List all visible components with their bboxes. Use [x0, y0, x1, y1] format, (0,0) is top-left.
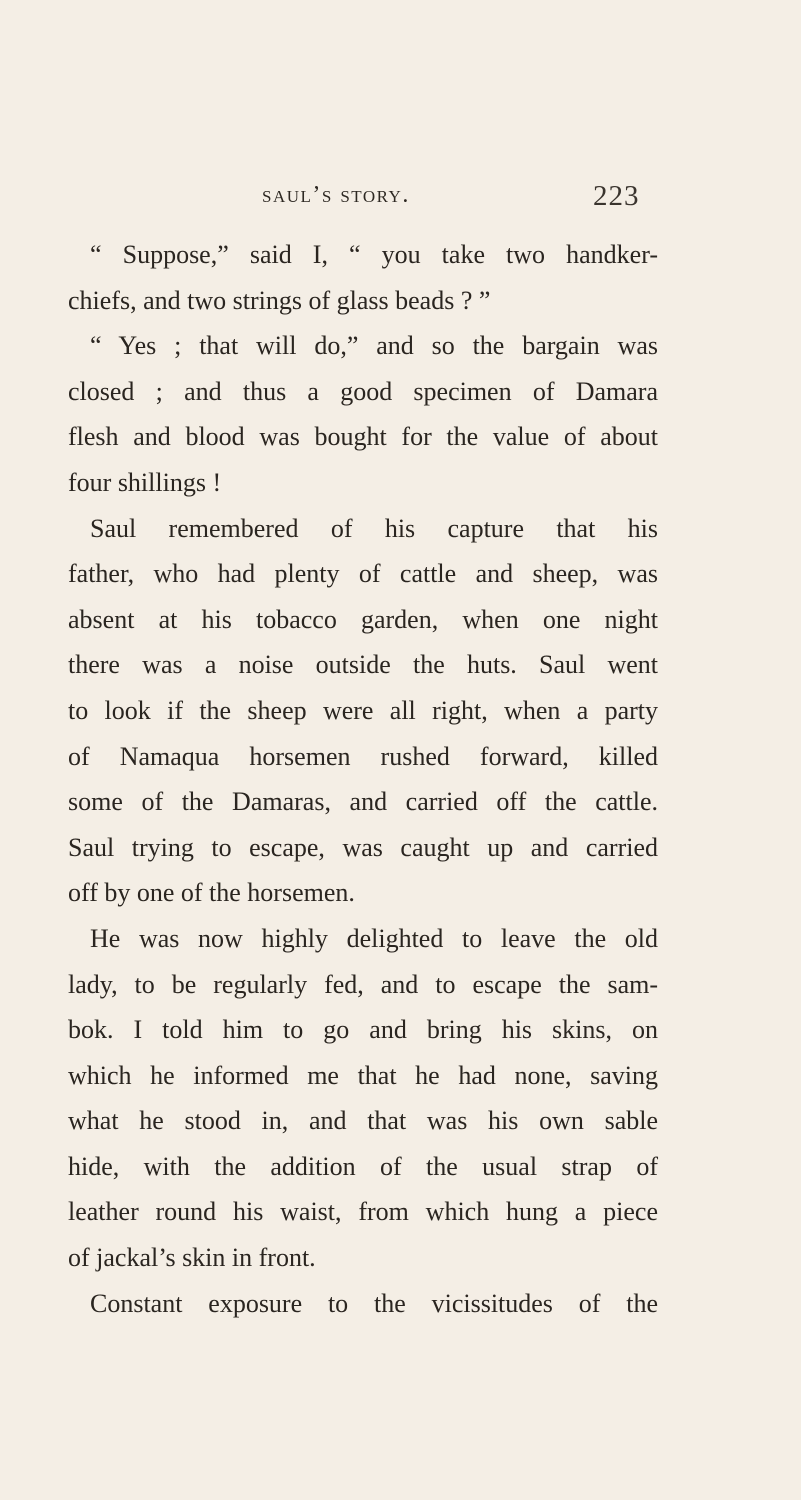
text-line: of jackal’s skin in front. — [68, 1243, 316, 1273]
text-line: flesh and blood was bought for the value of about — [68, 422, 658, 452]
text-line: Saul trying to escape, was caught up and carried — [68, 832, 658, 862]
text-line: “ Yes ; that will do,” and so the bargain was — [90, 331, 658, 361]
text-line: what he stood in, and that was his own sable — [68, 1106, 658, 1136]
text-line: to look if the sheep were all right, when a party — [68, 695, 658, 725]
page-number: 223 — [593, 180, 640, 212]
running-title: saul’s story. — [262, 182, 410, 208]
running-head — [0, 182, 801, 222]
text-line: bok. I told him to go and bring his skins, on — [68, 1015, 658, 1045]
text-line: off by one of the horsemen. — [68, 878, 355, 908]
text-line: Saul remembered of his capture that his — [90, 513, 658, 543]
text-line: of Namaqua horsemen rushed forward, killed — [68, 741, 658, 771]
text-line: which he informed me that he had none, saving — [68, 1060, 658, 1090]
text-line: four shillings ! — [68, 467, 222, 497]
text-line: father, who had plenty of cattle and sheep, was — [68, 559, 658, 589]
text-line: closed ; and thus a good specimen of Damara — [68, 376, 658, 406]
body-text — [68, 232, 658, 1326]
text-line: Constant exposure to the vicissitudes of the — [90, 1288, 658, 1318]
text-line: “ Suppose,” said I, “ you take two handker- — [90, 240, 658, 269]
text-line: leather round his waist, from which hung a piece — [68, 1197, 658, 1227]
text-line: there was a noise outside the huts. Saul went — [68, 650, 658, 680]
text-line: absent at his tobacco garden, when one night — [68, 604, 658, 634]
text-line: He was now highly delighted to leave the old — [90, 923, 658, 953]
text-line: hide, with the addition of the usual strap of — [68, 1151, 658, 1181]
text-line: lady, to be regularly fed, and to escape the sam- — [68, 969, 658, 999]
text-line: some of the Damaras, and carried off the cattle. — [68, 787, 658, 817]
text-line: chiefs, and two strings of glass beads ? ” — [68, 285, 491, 315]
